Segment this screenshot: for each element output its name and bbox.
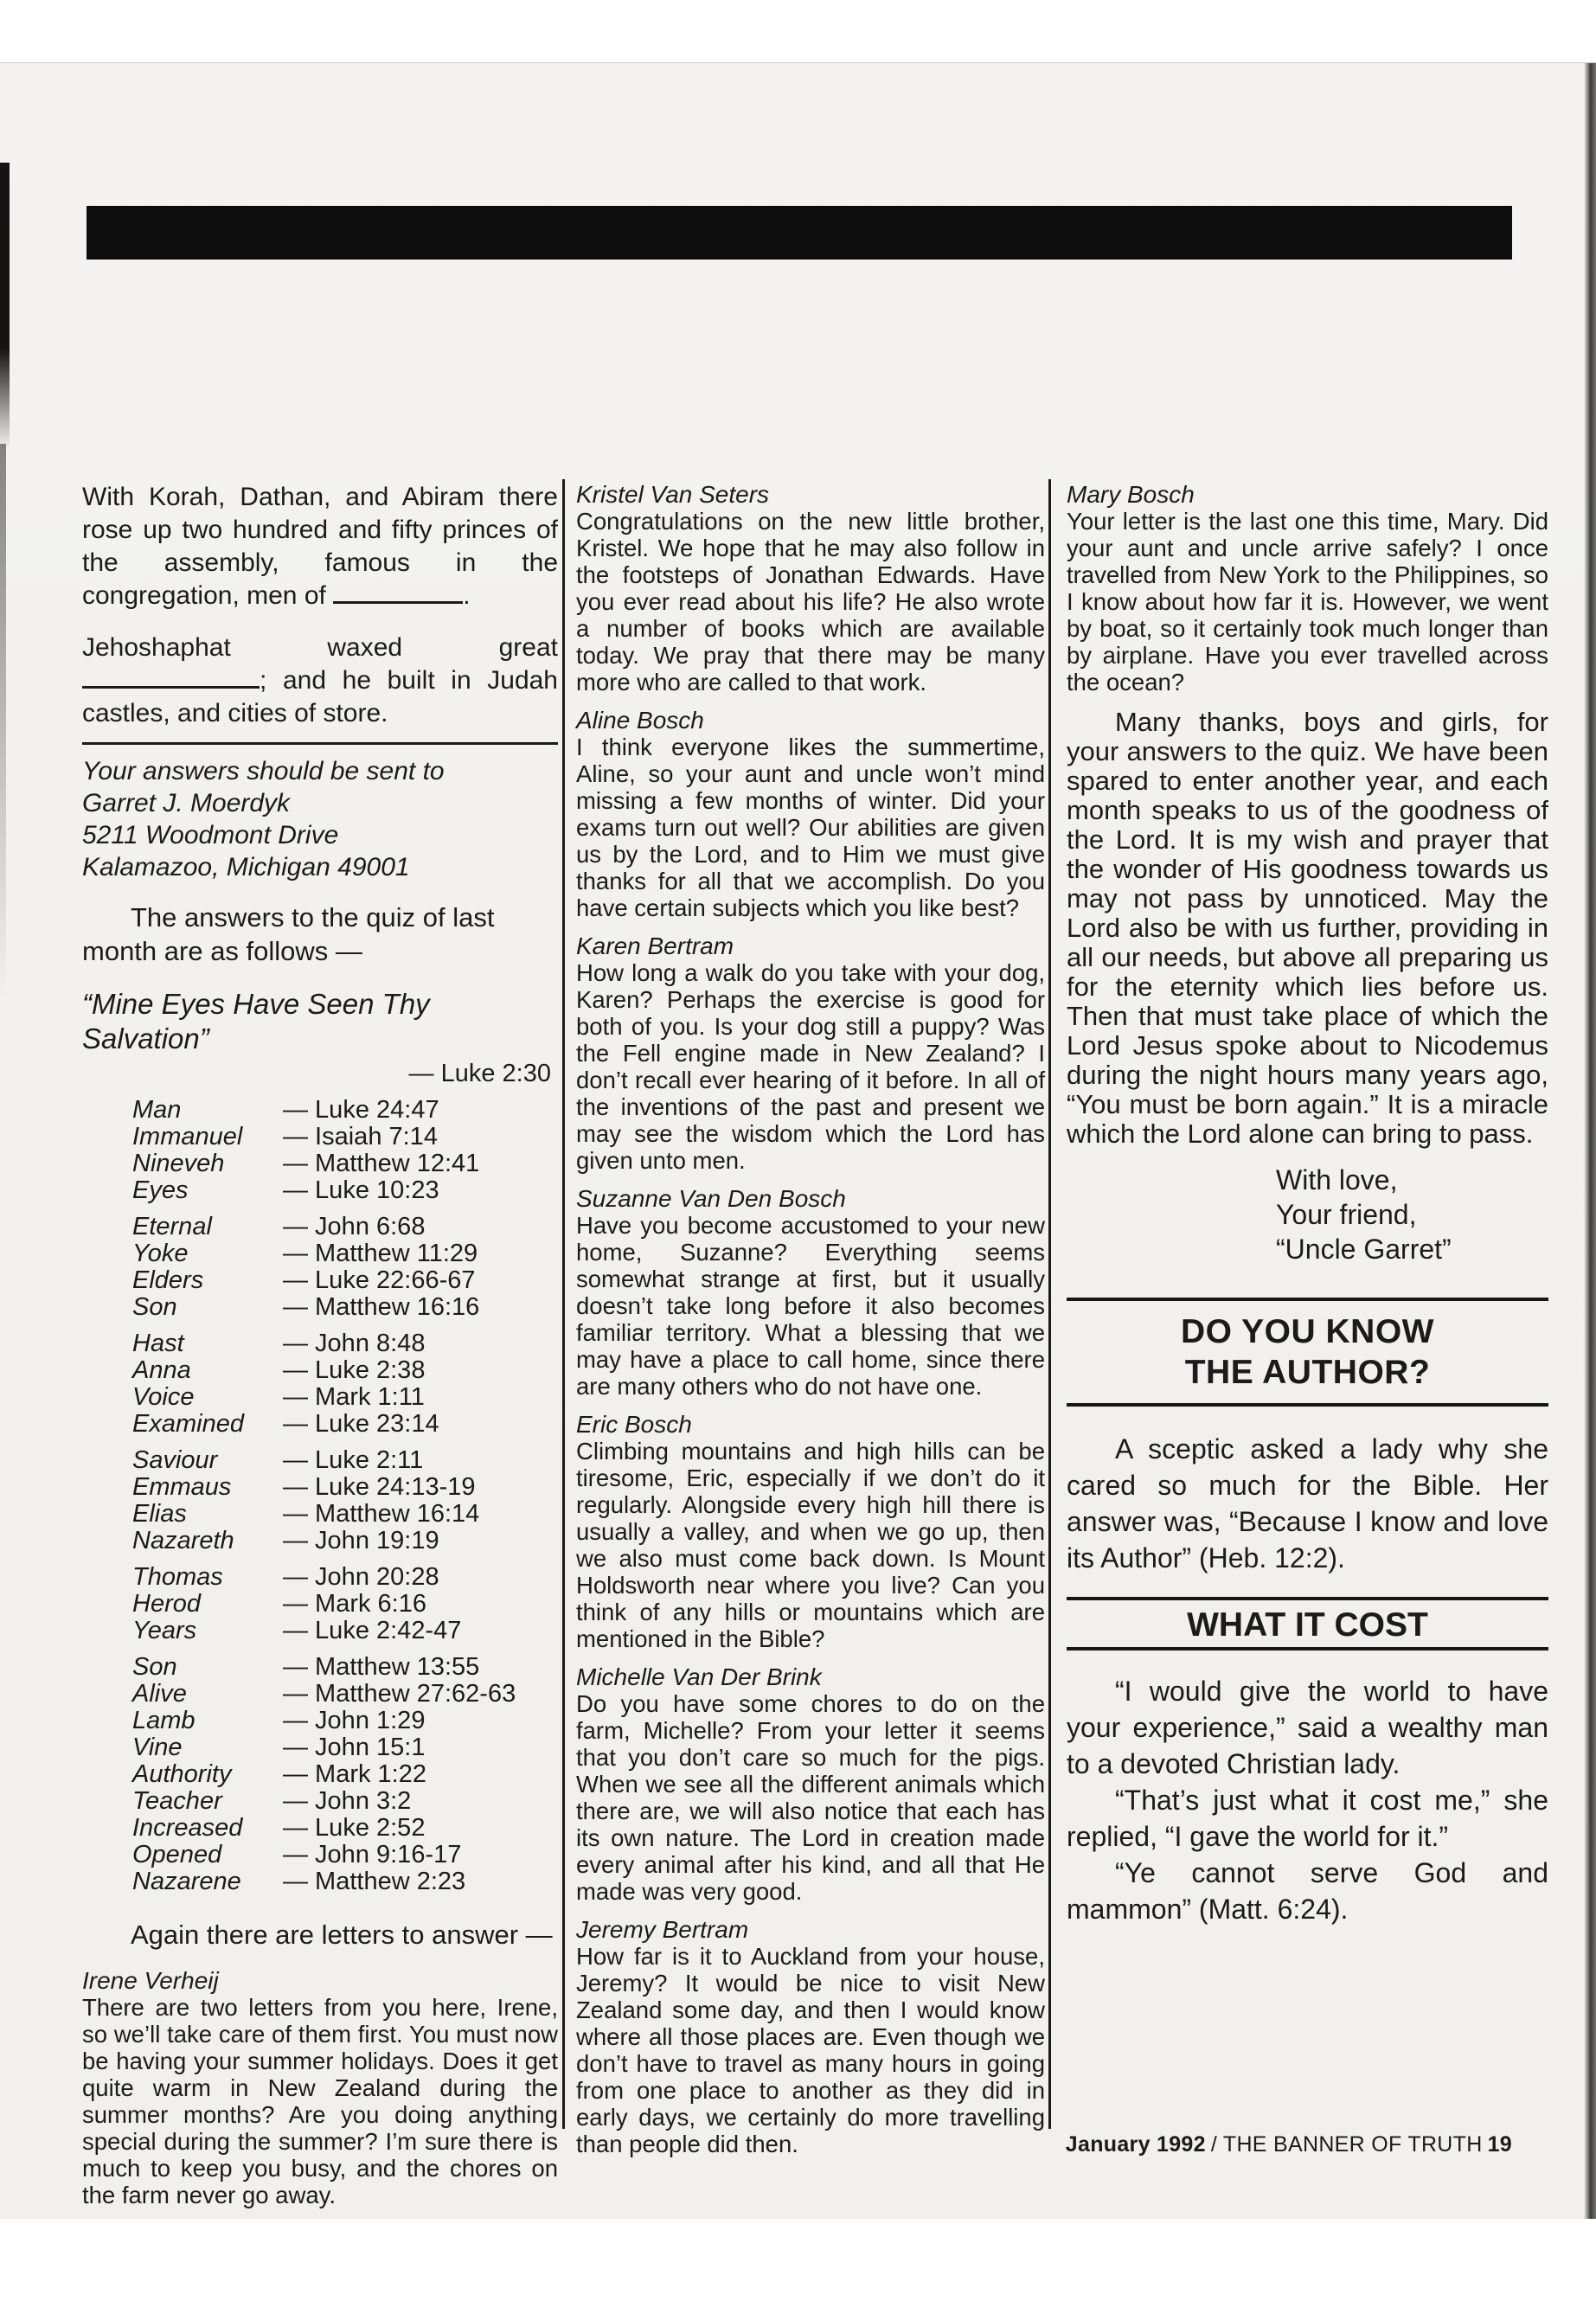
answer-row: [132, 1097, 558, 1124]
answer-reference: — Luke 10:23: [283, 1176, 439, 1204]
answer-row: [132, 1528, 558, 1554]
answer-row: [132, 1681, 558, 1708]
section-title-line: WHAT IT COST: [1187, 1606, 1428, 1644]
signature-block: [1276, 1163, 1548, 1266]
quiz-title: “Mine Eyes Have Seen Thy Salvation”: [82, 988, 430, 1054]
letter-writer-name: Mary Bosch: [1067, 481, 1195, 508]
answer-group: [132, 1654, 558, 1895]
answer-reference: — Luke 23:14: [283, 1410, 439, 1438]
letter-suzanne-van-den-bosch: [576, 1185, 1045, 1400]
answer-row: [132, 1761, 558, 1788]
answer-reference: — Luke 2:52: [283, 1814, 426, 1842]
section-title-line: DO YOU KNOW: [1181, 1313, 1434, 1350]
quiz-question-2: [82, 631, 558, 730]
letter-writer-name: Jeremy Bertram: [576, 1916, 749, 1943]
answer-word: Hast: [132, 1330, 184, 1357]
answer-word: Eyes: [132, 1176, 189, 1204]
letter-jeremy-bertram: [576, 1916, 1045, 2157]
letter-body: Congratulations on the new little brother, Kristel. We hope that he may also follow in the footsteps of Jonathan Edwards. Have you ever read about his life? He also wrote a number of books which are available today. We pray that there may be many more who are called to that work.: [576, 508, 1045, 695]
answer-reference: — Luke 24:47: [283, 1096, 439, 1124]
page-footer: [1061, 2132, 1512, 2157]
section-top-rule: [1067, 1597, 1548, 1600]
address-street: 5211 Woodmont Drive: [82, 821, 339, 849]
section-do-you-know-the-author: [1067, 1298, 1548, 1576]
letter-mary-bosch: [1067, 481, 1548, 695]
answer-reference: — John 1:29: [283, 1707, 426, 1734]
answer-reference: — John 6:68: [283, 1213, 426, 1240]
answer-word: Authority: [132, 1760, 232, 1788]
answer-word: Herod: [132, 1590, 201, 1618]
letter-writer-name: Kristel Van Seters: [576, 481, 770, 508]
answer-row: [132, 1815, 558, 1842]
answer-word: Son: [132, 1293, 177, 1321]
answer-group: [132, 1447, 558, 1554]
blank-line: [82, 681, 260, 689]
answer-row: [132, 1591, 558, 1618]
letter-body: Have you become accustomed to your new home, Suzanne? Everything seems somewhat strange at first, but it usually doesn’t take long before it also becomes familiar territory. What a blessing that we may have a place to call home, since there are many others who do not have one.: [576, 1212, 1045, 1400]
letter-aline-bosch: [576, 707, 1045, 921]
header-bar: [87, 206, 1512, 260]
spine-shadow-faint: [0, 444, 6, 997]
section-body: A sceptic asked a lady why she cared so much for the Bible. Her answer was, “Because I know and love its Author” (Heb. 12:2).: [1067, 1433, 1548, 1574]
answer-row: [132, 1384, 558, 1411]
closing-paragraph: Many thanks, boys and girls, for your answers to the quiz. We have been spared to enter another year, and each month speaks to us of the goodness of the Lord. It is my wish and prayer that the wonder of His goodness towards us may not pass by unnoticed. May the Lord also be with us further, providing in all our needs, but above all preparing us for the eternity which lies before us. Then that must take place of which the Lord Jesus spoke about to Nicodemus during the night hours many years ago, “You must be born again.” It is a miracle which the Lord alone can bring to pass.: [1067, 707, 1548, 1149]
answer-word: Emmaus: [132, 1473, 232, 1501]
answer-row: [132, 1618, 558, 1644]
address-intro: Your answers should be sent to: [82, 757, 445, 785]
answer-row: [132, 1357, 558, 1384]
answer-word: Years: [132, 1617, 197, 1644]
answer-word: Nineveh: [132, 1150, 225, 1177]
letter-body: Your letter is the last one this time, Mary. Did your aunt and uncle arrive safely? I once travelled from New York to the Philippines, so I know about how far it is. However, we went by boat, so it certainly took much longer than by airplane. Have you ever travelled across the ocean?: [1067, 508, 1548, 695]
letter-body: How far is it to Auckland from your house, Jeremy? It would be nice to visit New Zealand some day, and then I would know where all those places are. Even though we don’t have to travel as many hours in going from one place to another as they did in early days, we certainly do more travelling than people did then.: [576, 1943, 1045, 2157]
answer-row: [132, 1267, 558, 1294]
answer-reference: — John 19:19: [283, 1527, 439, 1554]
quiz-question-1-period: .: [463, 581, 471, 610]
letter-body: Do you have some chores to do on the farm, Michelle? From your letter it seems that you don’t care so much for the pigs. When we see all the different animals which there are, we will also notice that each has its own nature. The Lord in creation made every animal after his kind, and all that He made was very good.: [576, 1690, 1045, 1905]
letter-writer-name: Irene Verheij: [82, 1967, 219, 1994]
column-right: [1067, 481, 1548, 1927]
answer-row: [132, 1734, 558, 1761]
answer-row: [132, 1294, 558, 1321]
section-paragraph: “Ye cannot serve God and mammon” (Matt. 6:24).: [1067, 1857, 1548, 1925]
answer-row: [132, 1124, 558, 1150]
answer-reference: — Isaiah 7:14: [283, 1123, 438, 1150]
answer-word: Son: [132, 1653, 177, 1681]
answer-reference: — Luke 2:42-47: [283, 1617, 462, 1644]
section-body: [1067, 1673, 1548, 1927]
answer-row: [132, 1447, 558, 1474]
answer-reference: — Luke 24:13-19: [283, 1473, 476, 1501]
answer-row: [132, 1330, 558, 1357]
footer-issue: January 1992: [1065, 2132, 1206, 2157]
letters-intro: Again there are letters to answer —: [131, 1920, 553, 1950]
answer-row: [132, 1177, 558, 1204]
section-paragraph: “I would give the world to have your experience,” said a wealthy man to a devoted Christian lady.: [1067, 1676, 1548, 1779]
page-edge-shadow: [1584, 63, 1596, 2219]
answer-row: [132, 1150, 558, 1177]
answer-word: Thomas: [132, 1563, 223, 1591]
answer-word: Anna: [132, 1356, 191, 1384]
answer-row: [132, 1654, 558, 1681]
answer-reference: — Mark 1:22: [283, 1760, 426, 1788]
answer-row: [132, 1708, 558, 1734]
magazine-page: [0, 62, 1596, 2219]
answer-word: Saviour: [132, 1446, 218, 1474]
footer-page-number: 19: [1487, 2132, 1512, 2157]
section-what-it-cost: [1067, 1597, 1548, 1927]
letter-irene-verheij: [82, 1967, 558, 2208]
signature-line: Your friend,: [1276, 1199, 1417, 1230]
answer-word: Voice: [132, 1383, 195, 1411]
answer-reference: — Matthew 2:23: [283, 1868, 466, 1895]
answer-reference: — Matthew 16:16: [283, 1293, 480, 1321]
answer-row: [132, 1214, 558, 1240]
column-divider-right: [1048, 479, 1051, 2129]
answer-reference: — Mark 6:16: [283, 1590, 426, 1618]
address-city: Kalamazoo, Michigan 49001: [82, 853, 410, 881]
answer-row: [132, 1564, 558, 1591]
quiz-title-reference: — Luke 2:30: [408, 1060, 551, 1087]
answer-word: Eternal: [132, 1213, 212, 1240]
quiz-question-2-text: Jehoshaphat waxed great: [82, 633, 558, 662]
answer-group: [132, 1097, 558, 1204]
answer-reference: — Luke 2:11: [283, 1446, 424, 1474]
quiz-question-1: [82, 481, 558, 612]
signature-line: With love,: [1276, 1164, 1398, 1195]
letter-writer-name: Suzanne Van Den Bosch: [576, 1185, 846, 1212]
answer-word: Increased: [132, 1814, 243, 1842]
letter-eric-bosch: [576, 1411, 1045, 1652]
section-title-line: THE AUTHOR?: [1184, 1354, 1431, 1391]
answer-word: Examined: [132, 1410, 244, 1438]
mailing-address: [82, 755, 558, 883]
letter-body: How long a walk do you take with your dog, Karen? Perhaps the exercise is good for both of you. Is your dog still a puppy? Was the Fell engine made in New Zealand? I don’t recall ever hearing of it before. In all of the inventions of the past and present we may see the wisdom which the Lord has given unto men.: [576, 959, 1045, 1174]
letter-writer-name: Michelle Van Der Brink: [576, 1663, 822, 1690]
answer-word: Lamb: [132, 1707, 195, 1734]
letter-body: There are two letters from you here, Irene, so we’ll take care of them first. You must now be having your summer holidays. Does it get quite warm in New Zealand during the summer months? Are you doing anything special during the summer? I’m sure there is much to keep you busy, and the chores on the farm never go away.: [82, 1994, 558, 2208]
answer-reference: — Luke 2:38: [283, 1356, 426, 1384]
answer-word: Immanuel: [132, 1123, 243, 1150]
letter-karen-bertram: [576, 933, 1045, 1174]
section-bottom-rule: [1067, 1403, 1548, 1407]
answer-reference: — Matthew 13:55: [283, 1653, 480, 1681]
signature-line: “Uncle Garret”: [1276, 1234, 1452, 1265]
answer-row: [132, 1868, 558, 1895]
answer-reference: — Matthew 11:29: [283, 1240, 478, 1267]
answer-row: [132, 1501, 558, 1528]
quiz-question-2-rest: ; and he built in Judah castles, and cities of store.: [82, 666, 558, 727]
answer-word: Vine: [132, 1734, 183, 1761]
answer-word: Teacher: [132, 1787, 222, 1815]
answer-word: Man: [132, 1096, 182, 1124]
section-paragraph: “That’s just what it cost me,” she replied, “I gave the world for it.”: [1067, 1785, 1548, 1852]
letter-writer-name: Karen Bertram: [576, 933, 734, 959]
answer-group: [132, 1214, 558, 1321]
answer-group: [132, 1564, 558, 1644]
column-divider-left: [562, 479, 565, 2129]
blank-line: [333, 596, 463, 604]
quiz-answer-table: [132, 1097, 558, 1895]
answer-word: Yoke: [132, 1240, 189, 1267]
answer-reference: — John 8:48: [283, 1330, 426, 1357]
answer-reference: — Mark 1:11: [283, 1383, 425, 1411]
section-bottom-rule: [1067, 1647, 1548, 1650]
answer-reference: — Luke 22:66-67: [283, 1266, 476, 1294]
answer-group: [132, 1330, 558, 1438]
answer-reference: — Matthew 16:14: [283, 1500, 480, 1528]
letter-body: Climbing mountains and high hills can be tiresome, Eric, especially if we don’t do it regularly. Alongside every high hill there is usually a valley, and when we go up, then we also must come back down. Is Mount Holdsworth near where you live? Can you think of any hills or mountains which are mentioned in the Bible?: [576, 1438, 1045, 1652]
answer-row: [132, 1842, 558, 1868]
answer-reference: — Matthew 12:41: [283, 1150, 480, 1177]
answer-row: [132, 1240, 558, 1267]
answer-word: Opened: [132, 1841, 222, 1868]
address-name: Garret J. Moerdyk: [82, 789, 291, 817]
answer-row: [132, 1788, 558, 1815]
answer-reference: — John 9:16-17: [283, 1841, 462, 1868]
quiz-question-1-text: With Korah, Dathan, and Abiram there rose up two hundred and fifty princes of the assembly, famous in the congregation, men of: [82, 483, 558, 610]
letter-body: I think everyone likes the summertime, Aline, so your aunt and uncle won’t mind missing a few months of winter. Did your exams turn out well? Our abilities are given us by the Lord, and to Him we must give thanks for all that we accomplish. Do you have certain subjects which you like best?: [576, 734, 1045, 921]
answer-reference: — John 3:2: [283, 1787, 412, 1815]
column-middle: [576, 481, 1045, 2169]
spine-shadow: [0, 163, 10, 448]
answer-word: Elders: [132, 1266, 204, 1294]
letter-writer-name: Eric Bosch: [576, 1411, 692, 1438]
answer-reference: — John 20:28: [283, 1563, 439, 1591]
address-divider-rule: [82, 742, 558, 745]
answer-row: [132, 1411, 558, 1438]
section-top-rule: [1067, 1298, 1548, 1301]
answer-word: Alive: [132, 1680, 187, 1708]
letter-kristel-van-seters: [576, 481, 1045, 695]
answers-intro: The answers to the quiz of last month are as follows —: [82, 902, 495, 966]
answer-word: Nazareth: [132, 1527, 234, 1554]
answer-row: [132, 1474, 558, 1501]
answer-reference: — John 15:1: [283, 1734, 426, 1761]
answer-word: Elias: [132, 1500, 187, 1528]
footer-journal-name: / THE BANNER OF TRUTH: [1210, 2132, 1483, 2157]
letter-writer-name: Aline Bosch: [576, 707, 704, 734]
answer-word: Nazarene: [132, 1868, 241, 1895]
letter-michelle-van-der-brink: [576, 1663, 1045, 1905]
column-left: [82, 481, 558, 2219]
answer-reference: — Matthew 27:62-63: [283, 1680, 516, 1708]
